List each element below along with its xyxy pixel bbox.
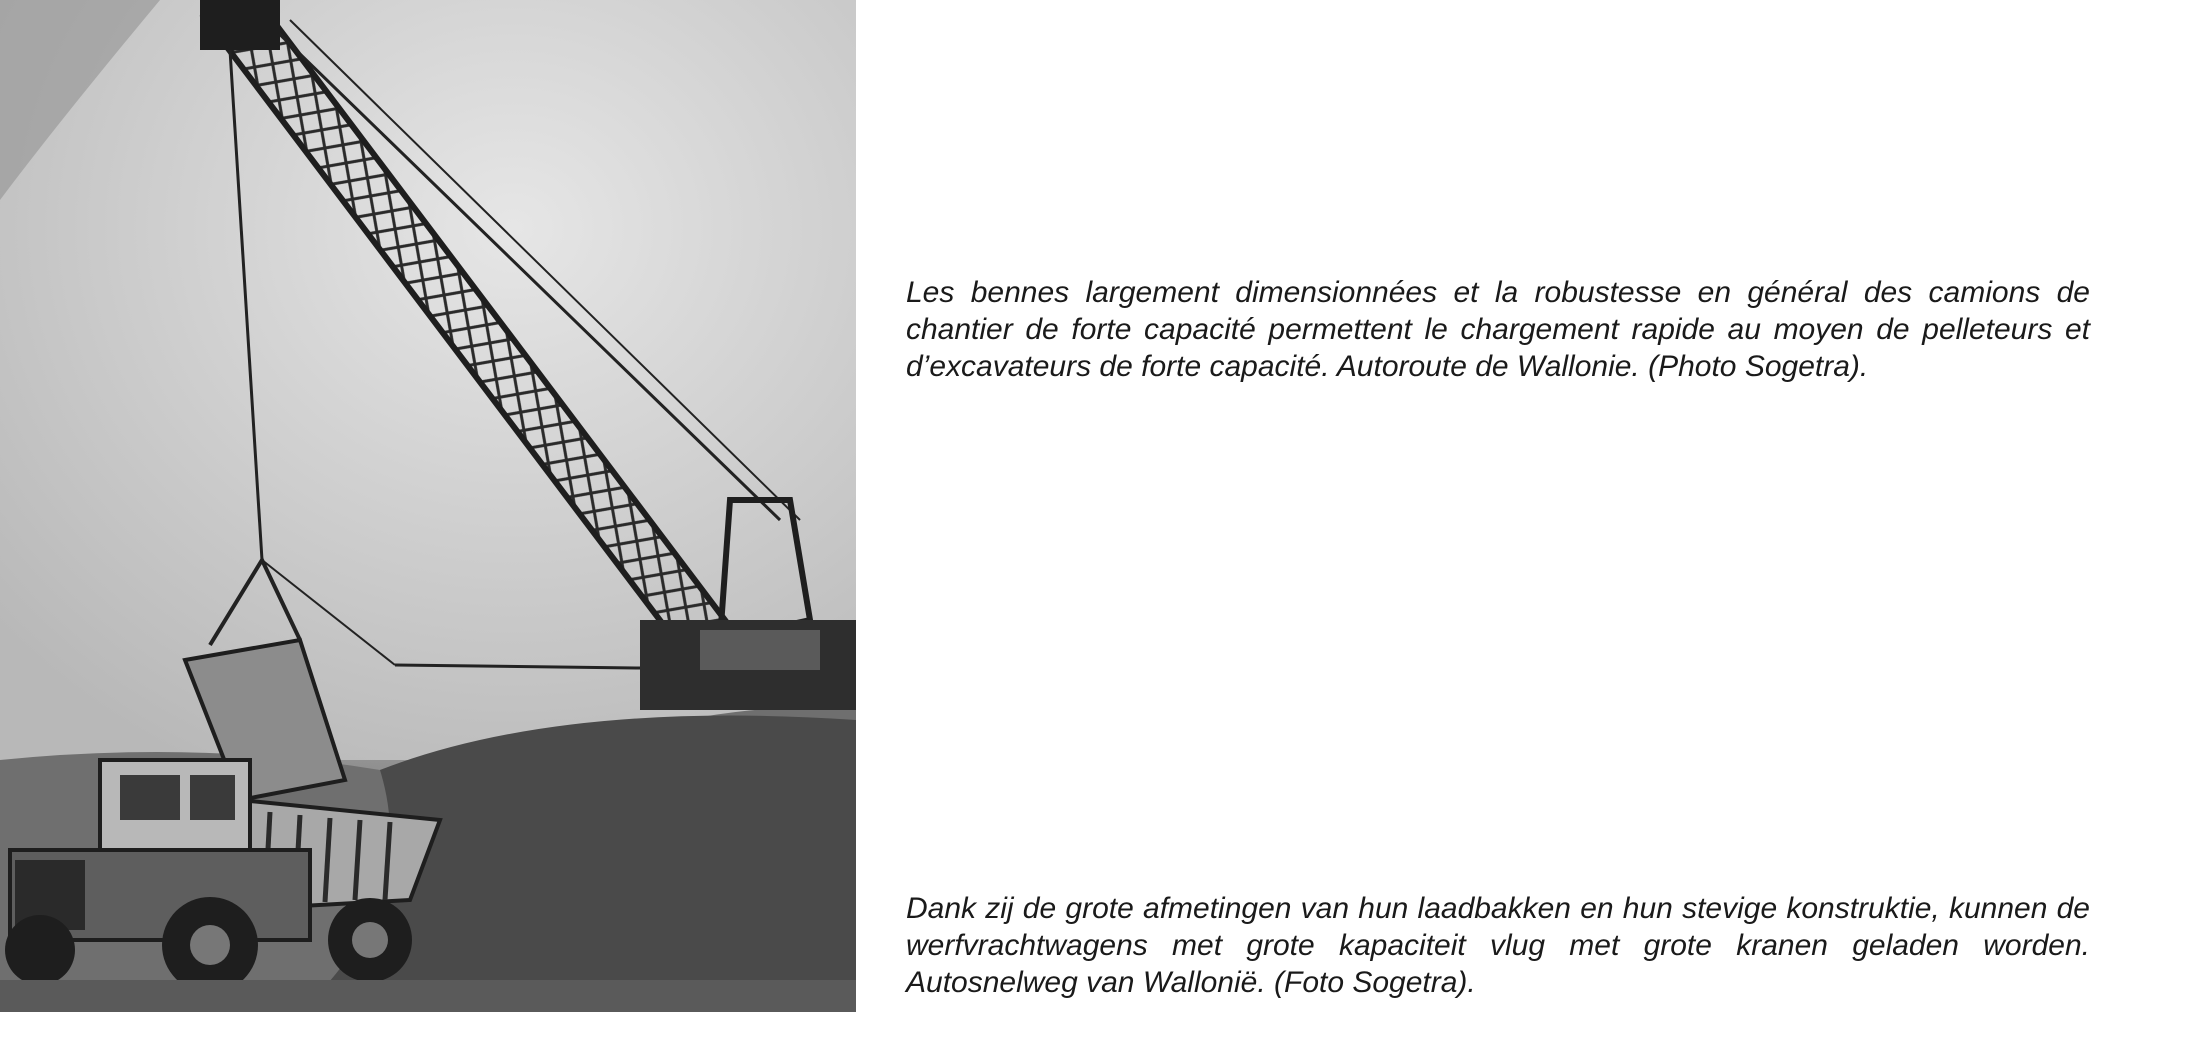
crane-truck-photo [0,0,856,1012]
caption-french: Les bennes largement dimensionnées et la robustesse en général des camions de chantier de forte capacité permettent le chargement rapide au moyen de pelleteurs et d’excavateurs de forte capacité. Autoroute de Wallonie. (Photo Sogetra). [906,276,2090,383]
caption-dutch: Dank zij de grote afmetingen van hun laadbakken en hun stevige konstruktie, kunnen de werfvrachtwagens met grote kapaciteit vlug met grote kranen geladen worden. Autosnelweg van Wallonië. (Foto Sogetra). [906,892,2090,999]
photo-illustration [0,0,856,1012]
